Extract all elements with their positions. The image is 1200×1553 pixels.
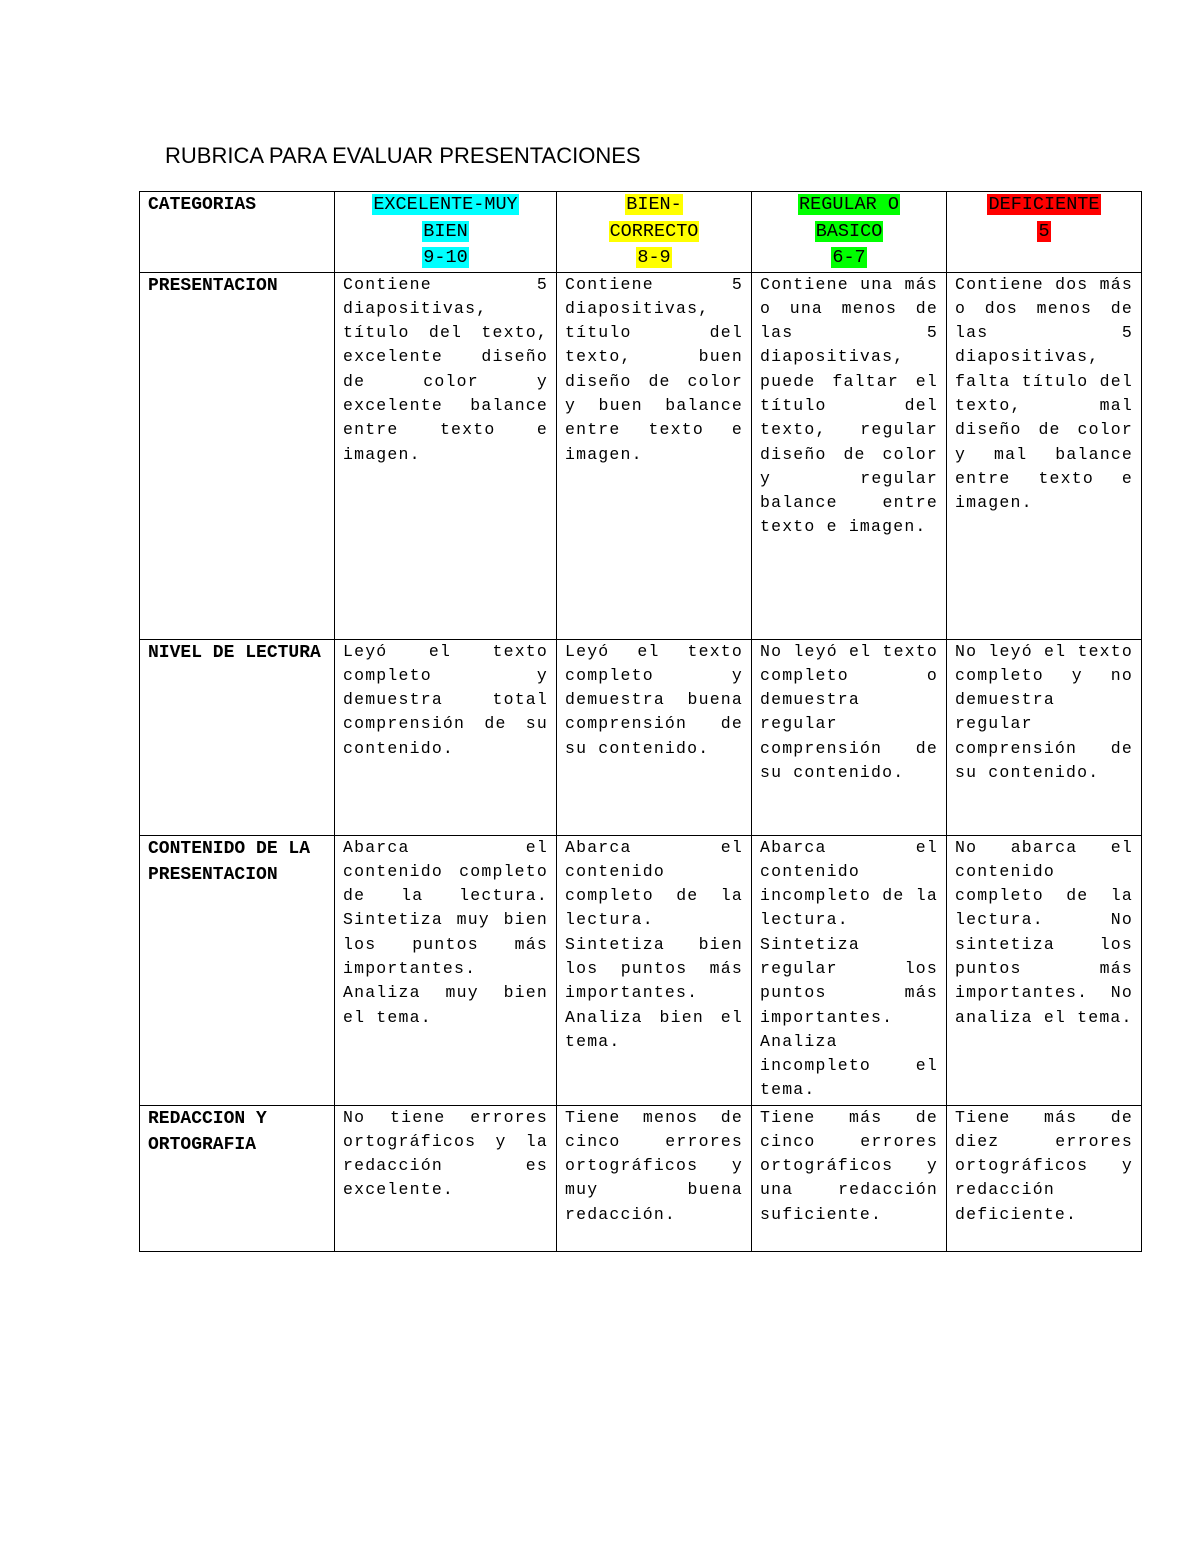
criterion-cell: Abarca el contenido completo de la lectura. Sintetiza bien los puntos más importantes. Analiza bien el tema. (557, 835, 752, 1105)
criterion-cell: Contiene 5 diapositivas, título del texto, buen diseño de color y buen balance entre texto e imagen. (557, 272, 752, 639)
level-name-line1: REGULAR O (799, 194, 899, 215)
level-header-excelente (335, 192, 557, 273)
criterion-cell: Tiene más de diez errores ortográficos y redacción deficiente. (947, 1105, 1142, 1251)
criterion-cell: Tiene más de cinco errores ortográficos y una redacción suficiente. (752, 1105, 947, 1251)
categories-header: CATEGORIAS (140, 192, 335, 273)
criterion-cell: Tiene menos de cinco errores ortográficos y muy buena redacción. (557, 1105, 752, 1251)
criterion-cell: Abarca el contenido incompleto de la lectura. Sintetiza regular los puntos más importantes. Analiza incompleto el tema. (752, 835, 947, 1105)
level-header-bien (557, 192, 752, 273)
table-row (140, 272, 1142, 639)
criterion-cell: Leyó el texto completo y demuestra buena comprensión de su contenido. (557, 639, 752, 835)
header-row (140, 192, 1142, 273)
table-row (140, 639, 1142, 835)
criterion-cell: No leyó el texto completo y no demuestra regular comprensión de su contenido. (947, 639, 1142, 835)
level-score: 5 (1038, 220, 1050, 242)
row-category: REDACCION Y ORTOGRAFIA (140, 1105, 335, 1251)
row-category: PRESENTACION (140, 272, 335, 639)
level-name-line2: BIEN (423, 220, 468, 242)
criterion-cell: Leyó el texto completo y demuestra total comprensión de su contenido. (335, 639, 557, 835)
level-score: 6-7 (832, 247, 866, 268)
rubric-table (139, 191, 1142, 1252)
criterion-cell: Abarca el contenido completo de la lectura. Sintetiza muy bien los puntos más importantes. Analiza muy bien el tema. (335, 835, 557, 1105)
level-score: 9-10 (423, 247, 468, 268)
criterion-cell: No abarca el contenido completo de la lectura. No sintetiza los puntos más importantes. No analiza el tema. (947, 835, 1142, 1105)
row-category: NIVEL DE LECTURA (140, 639, 335, 835)
level-name-line1: DEFICIENTE (988, 194, 1100, 215)
level-name-line1: BIEN- (626, 194, 682, 215)
level-name-line1: EXCELENTE-MUY (373, 194, 518, 215)
level-header-deficiente (947, 192, 1142, 273)
row-category: CONTENIDO DE LA PRESENTACION (140, 835, 335, 1105)
level-name-line2: CORRECTO (609, 220, 699, 242)
level-header-regular (752, 192, 947, 273)
document-title: RUBRICA PARA EVALUAR PRESENTACIONES (165, 143, 641, 168)
table-row (140, 835, 1142, 1105)
level-score: 8-9 (637, 247, 671, 268)
criterion-cell: Contiene una más o una menos de las 5 diapositivas, puede faltar el título del texto, regular diseño de color y regular balance entre texto e imagen. (752, 272, 947, 639)
criterion-cell: No leyó el texto completo o demuestra regular comprensión de su contenido. (752, 639, 947, 835)
table-row (140, 1105, 1142, 1251)
criterion-cell: No tiene errores ortográficos y la redacción es excelente. (335, 1105, 557, 1251)
criterion-cell: Contiene 5 diapositivas, título del texto, excelente diseño de color y excelente balance entre texto e imagen. (335, 272, 557, 639)
criterion-cell: Contiene dos más o dos menos de las 5 diapositivas, falta título del texto, mal diseño de color y mal balance entre texto e imagen. (947, 272, 1142, 639)
level-name-line2: BASICO (815, 220, 883, 242)
